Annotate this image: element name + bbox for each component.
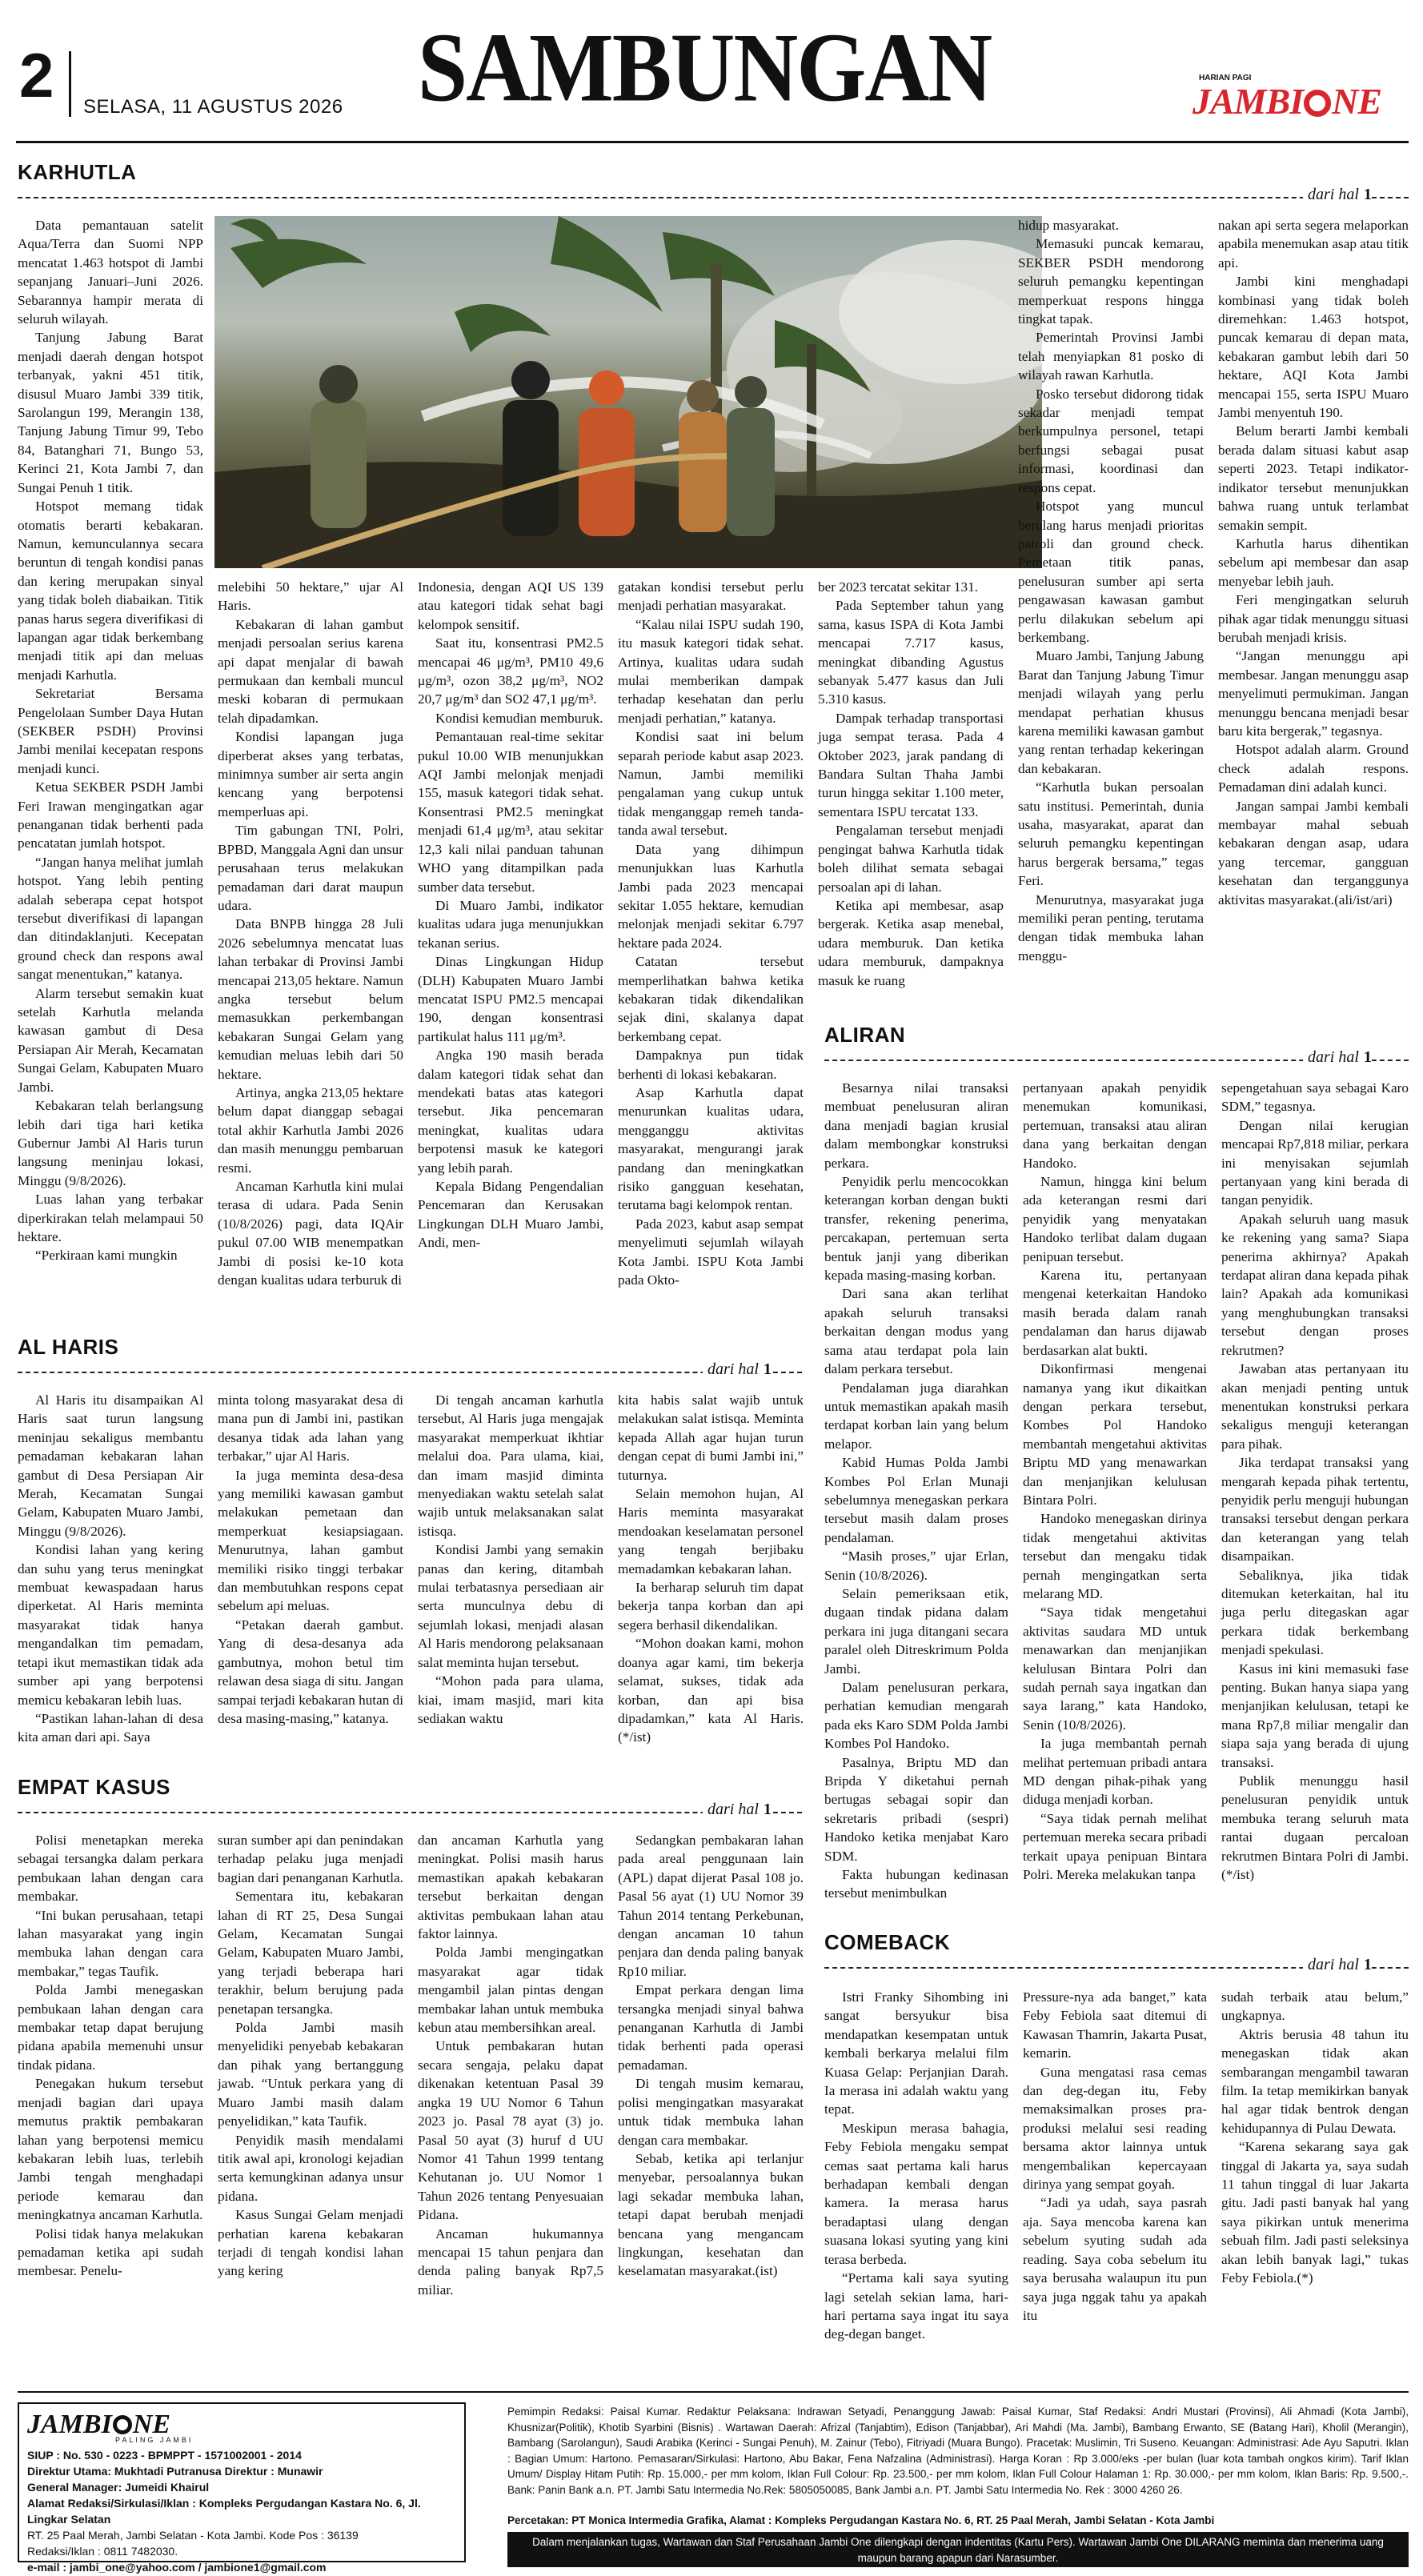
paragraph: Al Haris itu disampaikan Al Haris saat turun langsung meninjau sekaligus membantu pemadaman kebakaran lahan gambut di Desa Persiapan Air Merah, Kecamatan Sungai Gelam, Kabupaten Muaro Jambi, Minggu (9/8/2026). — [18, 1392, 203, 1539]
paragraph: Polda Jambi masih menyelidiki penyebab kebakaran dan pihak yang bertanggung jawab. “Untuk perkara yang di Muaro Jambi masih dalam penyelidikan,” kata Taufik. — [218, 2020, 403, 2129]
paragraph: Hotspot yang muncul berulang harus menjadi prioritas patroli dan ground check. Pemetaan titik panas, penelusuran sumber api serta pengawasan kawasan gambut perlu dilakukan sebelum api berkembang. — [1018, 499, 1204, 645]
paragraph: “Ini bukan perusahaan, tetapi lahan masyarakat yang ingin membuka lahan dengan cara membakar,” tegas Taufik. — [18, 1907, 203, 1979]
paragraph: Kepala Bidang Pengendalian Pencemaran dan Kerusakan Lingkungan DLH Muaro Jambi, Andi, men- — [418, 1179, 603, 1251]
paragraph: pertanyaan apakah penyidik menemukan komunikasi, pertemuan, transaksi atau aliran dana yang berkaitan dengan Handoko. — [1023, 1080, 1207, 1171]
page-number: 2 — [19, 40, 54, 110]
paragraph: Empat perkara dengan lima tersangka menjadi sinyal bahwa penanganan Karhutla di Jambi tidak berhenti pada operasi pemadaman. — [618, 1982, 804, 2073]
paragraph: Penyidik masih mendalami titik awal api, kronologi kejadian serta kemungkinan adanya unsur pidana. — [218, 2132, 403, 2204]
paragraph: Kondisi saat ini belum separah periode kabut asap 2023. Namun, Jambi memiliki pengalaman yang cukup untuk tidak menganggap remeh tanda-tanda awal tersebut. — [618, 729, 804, 839]
printing-info: Percetakan: PT Monica Intermedia Grafika, Alamat : Kompleks Pergudangan Kastara No. 6, RT. 25 Paal Merah, Jambi Selatan - Kota Jambi — [507, 2514, 1215, 2526]
issue-date: SELASA, 11 AGUSTUS 2026 — [83, 96, 343, 118]
paragraph: melebihi 50 hektare,” ujar Al Haris. — [218, 579, 403, 614]
paragraph: Fakta hubungan kedinasan tersebut menimbulkan — [824, 1867, 1008, 1901]
fire-photo-illustration — [214, 216, 1042, 568]
paragraph: “Kalau nilai ISPU sudah 190, itu masuk kategori tidak sehat. Artinya, kualitas udara sudah mulai memberikan dampak terhadap kesehatan dan perlu menjadi perhatian,” katanya. — [618, 616, 804, 726]
paragraph: Penegakan hukum tersebut menjadi bagian dari upaya memutus praktik pembakaran lahan yang berpotensi memicu kebakaran lebih luas, terlebih Jambi tengah menghadapi periode kemarau dan meningkatnya ancaman Karhutla. — [18, 2076, 203, 2223]
paragraph: Dampaknya pun tidak berhenti di lokasi kebakaran. — [618, 1048, 804, 1082]
paragraph: Hotspot adalah alarm. Ground check adalah respons. Pemadaman dini adalah kunci. — [1218, 742, 1409, 795]
comeback-column-3 — [1221, 1988, 1409, 2288]
paragraph: Memasuki puncak kemarau, SEKBER PSDH mendorong seluruh pemangku kepentingan memperkuat respons hingga tingkat tapak. — [1018, 236, 1204, 327]
press-notice-text: Dalam menjalankan tugas, Wartawan dan Staf Perusahaan Jambi One dilengkapi dengan indentitas (Kartu Pers). Wartawan Jambi One DILARANG meminta dan menerima uang maupun barang apapun dari Narasumber. — [532, 2536, 1384, 2564]
paragraph: Handoko menegaskan dirinya tidak mengetahui aktivitas tersebut dan mengaku tidak pernah mengingatkan serta melarang MD. — [1023, 1511, 1207, 1601]
paragraph: nakan api serta segera melaporkan apabila menemukan asap atau titik api. — [1218, 218, 1409, 270]
phone: Redaksi/Iklan : 0811 7482030. — [27, 2545, 178, 2558]
section-rule-karhutla — [18, 197, 1409, 198]
impressum-logo-o-ring — [113, 2415, 132, 2434]
siup: SIUP : No. 530 - 0223 - BPMPPT - 1571002001 - 2014 — [27, 2449, 302, 2462]
paragraph: “Mohon doakan kami, mohon doanya agar kami, tim bekerja selamat, sukses, tidak ada korban, dan api bisa dipadamkan,” kata Al Haris.(*/ist) — [618, 1636, 804, 1745]
paragraph: Selain memohon hujan, Al Haris meminta masyarakat mendoakan keselamatan personel yang tengah berjibaku memadamkan kebakaran lahan. — [618, 1486, 804, 1576]
paragraph: Pengalaman tersebut menjadi pengingat bahwa Karhutla tidak boleh dilihat semata sebagai persoalan api di lahan. — [818, 823, 1004, 895]
paragraph: gatakan kondisi tersebut perlu menjadi perhatian masyarakat. — [618, 579, 804, 614]
paragraph: Data yang dihimpun menunjukkan luas Karhutla Jambi pada 2023 mencapai sekitar 1.055 hektare, kemudian melonjak menjadi sekitar 6.797 hektare pada 2024. — [618, 841, 804, 951]
director: Direktur Utama: Mukhtadi Putranusa Direktur : Munawir — [27, 2465, 323, 2478]
footer-rule — [18, 2391, 1409, 2393]
paragraph: sudah terbaik atau belum,” ungkapnya. — [1221, 1989, 1409, 2024]
paragraph: Dinas Lingkungan Hidup (DLH) Kabupaten Muaro Jambi mencatat ISPU PM2.5 mencapai 190, dengan konsentrasi partikulat halus 111 μg/m³. — [418, 954, 603, 1044]
page-title: SAMBUNGAN — [417, 13, 992, 123]
brand-logo — [1193, 74, 1409, 123]
paragraph: Kasus Sungai Gelam menjadi perhatian karena kebakaran terjadi di tengah kondisi lahan yang kering — [218, 2207, 403, 2279]
paragraph: Istri Franky Sihombing ini sangat bersyukur bisa mendapatkan kesempatan untuk kembali berkarya melalui film Kuasa Gelap: Perjanjian Darah. Ia merasa ini adalah waktu yang tepat. — [824, 1989, 1008, 2117]
paragraph: “Jangan menunggu api membesar. Jangan menunggu asap menyelimuti permukiman. Jangan menunggu bencana menjadi besar baru kita bergerak,” tegasnya. — [1218, 648, 1409, 739]
fire-photo — [214, 216, 1042, 568]
paragraph: Dalam penelusuran perkara, perhatian kemudian mengarah pada eks Karo SDM Polda Jambi Kombes Pol Handoko. — [824, 1680, 1008, 1752]
paragraph: Dari sana akan terlihat apakah seluruh transaksi berkaitan dengan modus yang sama atau terdapat pola lain dalam perkara tersebut. — [824, 1286, 1008, 1377]
paragraph: Guna mengatasi rasa cemas dan deg-degan itu, Feby memaksimalkan proses pra-produksi melalui sesi reading bersama aktor lainnya untuk mengembalikan kepercayaan dirinya yang sempat goyah. — [1023, 2064, 1207, 2193]
impressum-logo-sub: PALING JAMBI — [115, 2436, 194, 2444]
al-haris-column-2 — [218, 1391, 403, 1728]
general-manager: General Manager: Jumeidi Khairul — [27, 2481, 210, 2494]
section-title-aliran: ALIRAN — [824, 1023, 906, 1047]
paragraph: Dikonfirmasi mengenai namanya yang ikut dikaitkan dengan perkara tersebut, Kombes Pol Handoko membantah mengetahui aktivitas Briptu MD yang menawarkan dan menjanjikan kelulusan Bintara Polri. — [1023, 1361, 1207, 1508]
paragraph: sepengetahuan saya sebagai Karo SDM,” tegasnya. — [1221, 1080, 1409, 1115]
paragraph: Tim gabungan TNI, Polri, BPBD, Manggala Agni dan unsur perusahaan terus melakukan pemadaman dari darat maupun udara. — [218, 823, 403, 913]
continuation-empat-kasus: dari hal 1 — [703, 1801, 772, 1819]
empat-kasus-column-3 — [418, 1831, 603, 2299]
karhutla-column-6 — [1018, 216, 1204, 965]
paragraph: Pada 2023, kabut asap sempat menyelimuti sejumlah wilayah Kota Jambi. ISPU Kota Jambi pada Okto- — [618, 1216, 804, 1288]
paragraph: Dengan nilai kerugian mencapai Rp7,818 miliar, perkara ini menyisakan sejumlah pertanyaan yang kini berada di tangan penyidik. — [1221, 1117, 1409, 1208]
empat-kasus-column-4 — [618, 1831, 804, 2281]
paragraph: Polisi menetapkan mereka sebagai tersangka dalam perkara pembukaan lahan dengan cara membakar. — [18, 1833, 203, 1905]
aliran-column-2 — [1023, 1079, 1207, 1884]
karhutla-column-4 — [618, 578, 804, 1289]
vertical-divider — [69, 51, 71, 117]
paragraph: Sebaliknya, jika tidak ditemukan keterkaitan, hal itu juga perlu ditegaskan agar perkara tidak berkembang menjadi spekulasi. — [1221, 1567, 1409, 1658]
paragraph: Di tengah ancaman karhutla tersebut, Al Haris juga mengajak masyarakat memperkuat ikhtiar melalui doa. Para ulama, kiai, dan imam masjid diminta menyediakan waktu setelah salat wajib untuk melaksanakan salat istisqa. — [418, 1392, 603, 1539]
paragraph: suran sumber api dan penindakan terhadap pelaku juga menjadi bagian dari penanganan Karhutla. — [218, 1833, 403, 1885]
karhutla-column-1 — [18, 216, 203, 1265]
al-haris-column-1 — [18, 1391, 203, 1747]
paragraph: Jambi kini menghadapi kombinasi yang tidak boleh diremehkan: 1.463 hotspot, puncak kemarau di depan mata, kebakaran gambut lebih dari 50 hektare, AQI Kota Jambi mencapai 155, serta ISPU Muaro Jambi menyentuh 190. — [1218, 274, 1409, 421]
staff-credits: Pemimpin Redaksi: Paisal Kumar. Redaktur Pelaksana: Indrawan Setyadi, Penanggung Jawab: Paisal Kumar, Staf Redaksi: Andri Mustari (Provinsi), Ali Ahmadi (Kota Jambi), Khusnizar(Politik), Khotib Syarbini (Bisnis) . Wartawan Daerah: Afrizal (Tanjabtim), Edison (Tanjabbar), Ari Mahdi (Ma. Jambi), Bambang Erwanto, SE (Batang Hari), Kholil (Merangin), Bambang (Sarolangun), Saudi Arabika (Kerinci - Sungai Penuh), M. Zainur (Tebo), Fitriyadi (Muara Bungo). Pracetak: Muslimin, Tri Suseno. Keuangan: Administrasi: Ade Ayu Saputri. Iklan : Bagian Umum: Hartono. Pemasaran/Sirkulasi: Hartono, Abu Bakar, Fena Nafzalina (Administrasi). Harga Koran : Rp 3.000/eks -per bulan (luar kota tambah ongkos kirim). Tarif Iklan Umum/ Display Hitam Putih: Rp. 15.000,- per mm kolom, Iklan Full Colour: Rp. 23.500,- per mm kolom, Iklan Full Colour Halaman 1: Rp. 30.000,- per mm kolom, Iklan Baris: Rp. 9.500,-. Bank: Panin Bank a.n. PT. Jambi Satu Intermedia No.Rek: 5805050085, Bank Jambi a.n. PT. Jambi Satu Intermedia No. Rek : 3000 4260 26. — [507, 2406, 1409, 2496]
paragraph: “Karena sekarang saya gak tinggal di Jakarta ya, saya sudah 11 tahun tinggal di luar Jakarta gitu. Jadi pasti banyak hal yang saya pikirkan untuk menerima sebuah film. Jadi pasti seleksinya akan lebih banyak lagi,” tukas Feby Febiola.(*) — [1221, 2139, 1409, 2286]
karhutla-column-2 — [218, 578, 403, 1289]
section-rule-al-haris — [18, 1372, 802, 1373]
paragraph: Aktris berusia 48 tahun itu menegaskan tidak akan sembarangan mengambil tawaran film. Ia tetap memikirkan banyak hal agar tidak bentrok dengan kehidupannya di Pulau Dewata. — [1221, 2026, 1409, 2136]
section-rule-empat-kasus — [18, 1812, 802, 1813]
paragraph: Belum berarti Jambi kembali berada dalam situasi kabut asap seperti 2023. Tetapi indikator-indikator tersebut menunjukkan bahwa ruang untuk terlambat semakin sempit. — [1218, 423, 1409, 533]
paragraph: Pendalaman juga diarahkan untuk memastikan apakah masih terdapat korban lain yang belum melapor. — [824, 1380, 1008, 1452]
paragraph: Ancaman Karhutla kini mulai terasa di udara. Pada Senin (10/8/2026) pagi, data IQAir pukul 07.00 WIB menempatkan Jambi di posisi ke-10 kota dengan kualitas udara terburuk di — [218, 1179, 403, 1288]
paragraph: Sekretariat Bersama Pengelolaan Sumber Daya Hutan (SEKBER PSDH) Provinsi Jambi menilai kecepatan respons menjadi kunci. — [18, 686, 203, 776]
paragraph: “Saya tidak mengetahui aktivitas saudara MD untuk menawarkan dan menjanjikan kelulusan Bintara Polri dan sudah pernah saya ingatkan dan saya larang,” kata Handoko, Senin (10/8/2026). — [1023, 1604, 1207, 1733]
paragraph: Posko tersebut didorong tidak sekadar menjadi tempat berkumpulnya personel, tetapi berfungsi sebagai pusat informasi, koordinasi dan respons cepat. — [1018, 386, 1204, 495]
section-title-comeback: COMEBACK — [824, 1930, 951, 1954]
paragraph: Ia berharap seluruh tim dapat bekerja tanpa korban dan api segera berhasil dikendalikan. — [618, 1580, 804, 1633]
paragraph: Data pemantauan satelit Aqua/Terra dan Suomi NPP mencatat 1.463 hotspot di Jambi sepanjang Januari–Juni 2026. Sebarannya hampir merata di seluruh wilayah. — [18, 218, 203, 327]
paragraph: Alarm tersebut semakin kuat setelah Karhutla melanda kawasan gambut di Desa Persiapan Air Merah, Kecamatan Sungai Gelam, Kabupaten Muaro Jambi. — [18, 985, 203, 1095]
paragraph: Karena itu, pertanyaan mengenai keterkaitan Handoko masih berada dalam ranah pendalaman dan harus dijawab berdasarkan alat bukti. — [1023, 1268, 1207, 1358]
logo-tag: HARIAN PAGI — [1199, 74, 1252, 82]
paragraph: Pemantauan real-time sekitar pukul 10.00 WIB menunjukkan AQI Jambi melonjak menjadi 155, masuk kategori tidak sehat. Konsentrasi PM2.5 meningkat menjadi 61,4 μg/m³, atau sekitar 12,3 kali nilai panduan tahunan WHO yang ditampilkan pada sumber data tersebut. — [418, 729, 603, 895]
paragraph: hidup masyarakat. — [1018, 218, 1120, 233]
paragraph: Luas lahan yang terbakar diperkirakan telah melampaui 50 hektare. — [18, 1192, 203, 1244]
paragraph: Ketika api membesar, asap bergerak. Ketika asap menebal, udara memburuk. Dan ketika udara memburuk, dampaknya masuk ke ruang — [818, 897, 1004, 988]
continuation-comeback: dari hal 1 — [1303, 1956, 1372, 1974]
paragraph: Pasalnya, Briptu MD dan Bripda Y diketahui pernah bertugas sebagai sopir dan sekretaris pribadi (sespri) Handoko ketika menjabat Karo SDM. — [824, 1754, 1008, 1864]
empat-kasus-column-2 — [218, 1831, 403, 2281]
paragraph: Jika terdapat transaksi yang mengarah kepada pihak tertentu, penyidik perlu menguji hubungan transaksi tersebut dengan perkara dan keterangan yang telah disampaikan. — [1221, 1455, 1409, 1564]
impressum-logo: JAMBI NE — [27, 2410, 171, 2439]
comeback-column-2 — [1023, 1988, 1207, 2325]
paragraph: Kondisi kemudian memburuk. — [435, 710, 603, 726]
paragraph: kita habis salat wajib untuk melakukan salat istisqa. Meminta kepada Allah agar hujan turun dengan cepat di bumi Jambi ini,” tuturnya. — [618, 1392, 804, 1483]
karhutla-column-7 — [1218, 216, 1409, 909]
paragraph: Pada September tahun yang sama, kasus ISPA di Kota Jambi mencapai 7.717 kasus, meningkat dibanding Agustus sebanyak 5.477 kasus dan Juli 5.310 kasus. — [818, 598, 1004, 707]
paragraph: Data BNPB hingga 28 Juli 2026 sebelumnya mencatat luas lahan terbakar di Provinsi Jambi mencapai 213,05 hektare. Namun angka tersebut belum memasukkan perkembangan kebakaran Sungai Gelam yang kemudian meluas lebih dari 50 hektare. — [218, 916, 403, 1082]
paragraph: Muaro Jambi, Tanjung Jabung Barat dan Tanjung Jabung Timur menjadi wilayah yang perlu mendapat perhatian khusus karena memiliki kawasan gambut yang rentan terhadap kekeringan dan kebakaran. — [1018, 648, 1204, 776]
masthead-rule — [16, 141, 1409, 143]
paragraph: “Pertama kali saya syuting lagi setelah sekian lama, hari-hari pertama saya ingat itu saya deg-degan banget. — [824, 2270, 1008, 2342]
continuation-al-haris: dari hal 1 — [703, 1360, 772, 1379]
paragraph: Publik menunggu hasil penelusuran penyidik untuk membuka terang seluruh mata rantai dugaan percaloan rekrutmen Bintara Polri di Jambi.(*/ist) — [1221, 1773, 1409, 1883]
paragraph: Meskipun merasa bahagia, Feby Febiola mengaku sempat cemas saat pertama kali harus berhadapan kembali dengan kamera. Ia merasa harus beradaptasi ulang dengan suasana lokasi syuting yang kini terasa berbeda. — [824, 2120, 1008, 2267]
logo-text: JAMBI NE — [1193, 81, 1382, 122]
paragraph: Ia juga membantah pernah melihat pertemuan pribadi antara MD dengan pihak-pihak yang diduga menjadi korban. — [1023, 1736, 1207, 1808]
paragraph: Kasus ini kini memasuki fase penting. Bukan hanya siapa yang menjanjikan kelulusan, tetapi ke mana Rp7,8 miliar mengalir dan siapa saja yang berada di ujung transaksi. — [1221, 1661, 1409, 1770]
paragraph: Ancaman hukumannya mencapai 15 tahun penjara dan denda paling banyak Rp7,5 miliar. — [418, 2225, 603, 2298]
address-rt: RT. 25 Paal Merah, Jambi Selatan - Kota Jambi. Kode Pos : 36139 — [27, 2529, 359, 2542]
paragraph: “Jangan hanya melihat jumlah hotspot. Yang lebih penting adalah seberapa cepat hotspot tersebut diverifikasi di lapangan dan ditindaklanjuti. Kecepatan ground check dan respons awal sangat menentukan,” katanya. — [18, 854, 203, 983]
paragraph: Untuk pembakaran hutan secara sengaja, pelaku dapat dikenakan ketentuan Pasal 39 angka 19 UU Nomor 6 Tahun 2023 jo. Pasal 78 ayat (3) jo. Pasal 50 ayat (3) huruf d UU Nomor 41 Tahun 1999 tentang Kehutanan jo. UU Nomor 1 Tahun 2026 tentang Penyesuaian Pidana. — [418, 2038, 603, 2223]
paragraph: “Perkiraan kami mungkin — [35, 1248, 178, 1264]
paragraph: Indonesia, dengan AQI US 139 atau kategori tidak sehat bagi kelompok sensitif. — [418, 579, 603, 632]
section-title-empat-kasus: EMPAT KASUS — [18, 1775, 170, 1799]
paragraph: Angka 190 masih berada dalam kategori tidak sehat dan mendekati batas atas kategori tersebut. Jika pencemaran meningkat, kualitas udara berpotensi masuk ke kategori yang lebih parah. — [418, 1048, 603, 1176]
paragraph: Ketua SEKBER PSDH Jambi Feri Irawan mengingatkan agar penanganan tidak berhenti pada pencatatan jumlah hotspot. — [18, 779, 203, 851]
paragraph: Catatan tersebut memperlihatkan bahwa ketika kebakaran tidak dikendalikan sejak dini, skalanya dapat berkembang cepat. — [618, 954, 804, 1044]
paragraph: Sebab, ketika api terlanjur menyebar, persoalannya bukan lagi sekadar membuka lahan, tetapi dapat berubah menjadi bencana yang mengancam lingkungan, kesehatan dan keselamatan masyarakat.(ist) — [618, 2150, 804, 2279]
section-title-al-haris: AL HARIS — [18, 1335, 119, 1359]
section-title-karhutla: KARHUTLA — [18, 160, 137, 184]
paragraph: Besarnya nilai transaksi membuat penelusuran aliran dana menjadi bagian krusial dalam membongkar konstruksi perkara. — [824, 1080, 1008, 1171]
paragraph: “Pastikan lahan-lahan di desa kita aman dari api. Saya — [18, 1710, 203, 1745]
paragraph: Asap Karhutla dapat menurunkan kualitas udara, mengganggu aktivitas masyarakat, mengurangi jarak pandang dan meningkatkan risiko gangguan kesehatan, terutama bagi kelompok rentan. — [618, 1084, 804, 1213]
paragraph: Artinya, angka 213,05 hektare belum dapat dianggap sebagai total akhir Karhutla Jambi 2026 dan masih menunggu pembaruan resmi. — [218, 1084, 403, 1176]
paragraph: Dampak terhadap transportasi juga sempat terasa. Pada 4 Oktober 2023, jarak pandang di Bandara Sultan Thaha Jambi turun hingga sekitar 1.100 meter, sementara ISPU tercatat 133. — [818, 710, 1004, 819]
paragraph: Kabid Humas Polda Jambi Kombes Pol Erlan Munaji sebelumnya menegaskan perkara tersebut masih dalam proses pendalaman. — [824, 1455, 1008, 1545]
paragraph: “Jadi ya udah, saya pasrah aja. Saya mencoba karena kan sebelum syuting sudah ada reading. Saya coba sebelum itu saya berusaha walaupun itu pun saya juga nggak tahu ya apakah itu — [1023, 2195, 1207, 2323]
paragraph: Namun, hingga kini belum ada keterangan resmi dari penyidik yang menyatakan Handoko terlibat dalam dugaan penipuan tersebut. — [1023, 1174, 1207, 1264]
karhutla-column-5 — [818, 578, 1004, 990]
paragraph: Ia juga meminta desa-desa yang memiliki kawasan gambut melakukan pemetaan dan memperkuat kesiapsiagaan. Menurutnya, lahan gambut memiliki risiko tinggi terbakar dan membutuhkan respons cepat sebelum api meluas. — [218, 1467, 403, 1614]
paragraph: Kondisi lapangan juga diperberat akses yang terbatas, minimnya sumber air serta angin kencang yang berpotensi memperluas api. — [218, 729, 403, 819]
paragraph: “Saya tidak pernah melihat pertemuan mereka secara pribadi terkait upaya penipuan Bintara Polri. Mereka melakukan tanpa — [1023, 1810, 1207, 1883]
paragraph: ber 2023 tercatat sekitar 131. — [818, 579, 978, 595]
paragraph: Karhutla harus dihentikan sebelum api membesar dan asap menyebar lebih jauh. — [1218, 535, 1409, 589]
paragraph: Hotspot memang tidak otomatis berarti kebakaran. Namun, kemunculannya secara beruntun di tengah kondisi panas dan kering merupakan sinyal yang tidak boleh diabaikan. Titik panas harus segera diverifikasi di lapangan agar tidak berkembang menjadi titik api dan meluas menjadi Karhutla. — [18, 499, 203, 683]
paragraph: Penyidik perlu mencocokkan keterangan korban dengan bukti transfer, rekening penerima, percakapan, pertemuan serta bentuk janji yang diberikan kepada masing-masing korban. — [824, 1174, 1008, 1284]
press-notice — [507, 2532, 1409, 2567]
paragraph: Feri mengingatkan seluruh pihak agar tidak menunggu situasi berubah menjadi krisis. — [1218, 592, 1409, 645]
paragraph: Menurutnya, masyarakat juga memiliki peran penting, terutama dengan tidak membuka lahan menggu- — [1018, 891, 1204, 963]
paragraph: Selain pemeriksaan etik, dugaan tindak pidana dalam perkara ini juga ditangani secara paralel oleh Ditreskrimum Polda Jambi. — [824, 1585, 1008, 1677]
paragraph: “Mohon pada para ulama, kiai, imam masjid, mari kita sediakan waktu — [418, 1673, 603, 1726]
comeback-column-1 — [824, 1988, 1008, 2344]
paragraph: “Petakan daerah gambut. Yang di desa-desanya ada gambutnya, mohon betul tim relawan desa siaga di situ. Jangan sampai terjadi kebakaran hutan di desa masing-masing,” katanya. — [218, 1617, 403, 1726]
empat-kasus-column-1 — [18, 1831, 203, 2281]
paragraph: Kondisi lahan yang kering dan suhu yang terus meningkat membuat kewaspadaan harus diperketat. Al Haris meminta masyarakat tidak hanya mengandalkan tim pemadam, tetapi ikut memastikan tidak ada sumber api yang berpotensi memicu kebakaran lebih luas. — [18, 1542, 203, 1708]
paragraph: Di Muaro Jambi, indikator kualitas udara juga menunjukkan tekanan serius. — [418, 897, 603, 951]
paragraph: Jangan sampai Jambi kembali membayar mahal sebuah kebakaran dengan asap, udara yang tercemar, gangguan kesehatan dan terganggunya aktivitas masyarakat.(ali/ist/ari) — [1218, 798, 1409, 907]
paragraph: Polisi tidak hanya melakukan pemadaman ketika api sudah membesar. Penelu- — [18, 2225, 203, 2279]
aliran-column-3 — [1221, 1079, 1409, 1884]
paragraph: Saat itu, konsentrasi PM2.5 mencapai 46 μg/m³, PM10 49,6 μg/m³, ozon 38,2 μg/m³, NO2 20,7 μg/m³ dan SO2 47,1 μg/m³. — [418, 635, 603, 707]
al-haris-column-3 — [418, 1391, 603, 1728]
karhutla-column-3 — [418, 578, 603, 1252]
paragraph: Kondisi Jambi yang semakin panas dan kering, ditambah mulai terbatasnya persediaan air serta munculnya debu di sejumlah lokasi, menjadi alasan Al Haris mendorong pelaksanaan salat meminta hujan tersebut. — [418, 1542, 603, 1670]
aliran-column-1 — [824, 1079, 1008, 1903]
address: Alamat Redaksi/Sirkulasi/Iklan : Kompleks Pergudangan Kastara No. 6, Jl. Lingkar Selatan — [27, 2497, 421, 2526]
paragraph: Polda Jambi menegaskan pembukaan lahan dengan cara membakar tetap dapat berujung pidana apabila memenuhi unsur tindak pidana. — [18, 1982, 203, 2073]
paragraph: dan ancaman Karhutla yang meningkat. Polisi masih harus memastikan apakah kebakaran tersebut berkaitan dengan aktivitas pembukaan lahan atau faktor lainnya. — [418, 1833, 603, 1942]
paragraph: Polda Jambi mengingatkan masyarakat agar tidak mengambil jalan pintas dengan membakar lahan untuk membuka kebun atau membersihkan areal. — [418, 1945, 603, 2036]
paragraph: Di tengah musim kemarau, polisi mengingatkan masyarakat untuk tidak membuka lahan dengan cara membakar. — [618, 2076, 804, 2148]
paragraph: Sementara itu, kebakaran lahan di RT 25, Desa Sungai Gelam, Kecamatan Sungai Gelam, Kabupaten Muaro Jambi, yang terjadi beberapa hari terakhir, belum berujung pada penetapan tersangka. — [218, 1889, 403, 2017]
continuation-aliran: dari hal 1 — [1303, 1048, 1372, 1067]
paragraph: Kebakaran telah berlangsung lebih dari tiga hari ketika Gubernur Jambi Al Haris turun langsung meninjau lokasi, Minggu (9/8/2026). — [18, 1098, 203, 1188]
masthead — [0, 0, 1423, 144]
paragraph: Kebakaran di lahan gambut menjadi persoalan serius karena api dapat menjalar di bawah permukaan dan kembali muncul meski kobaran di permukaan telah dipadamkan. — [218, 616, 403, 726]
impressum-box — [18, 2402, 466, 2574]
paragraph: Tanjung Jabung Barat menjadi daerah dengan hotspot terbanyak, yakni 451 titik, disusul Muaro Jambi 339 titik, Sarolangun 199, Merangin 138, Tanjung Jabung Timur 99, Tebo 84, Batanghari 71, Bungo 53, Kerinci 21, Kota Jambi 7, dan Sungai Penuh 1 titik. — [18, 330, 203, 495]
paragraph: Pemerintah Provinsi Jambi telah menyiapkan 81 posko di wilayah rawan Karhutla. — [1018, 330, 1204, 383]
paragraph: “Masih proses,” ujar Erlan, Senin (10/8/2026). — [824, 1548, 1008, 1583]
logo-o-ring — [1304, 90, 1331, 117]
paragraph: minta tolong masyarakat desa di mana pun di Jambi ini, pastikan desanya tidak ada lahan yang terbakar,” ujar Al Haris. — [218, 1392, 403, 1464]
email: e-mail : jambi_one@yahoo.com / jambione1@gmail.com — [27, 2561, 327, 2574]
continuation-karhutla: dari hal 1 — [1303, 186, 1372, 204]
paragraph: Pressure-nya ada banget,” kata Feby Febiola saat ditemui di Kawasan Thamrin, Jakarta Pusat, kemarin. — [1023, 1989, 1207, 2061]
al-haris-column-4 — [618, 1391, 804, 1747]
paragraph: Sedangkan pembakaran lahan pada areal penggunaan lain (APL) dapat dijerat Pasal 108 jo. Pasal 56 ayat (1) UU Nomor 39 Tahun 2014 tentang Perkebunan, dengan ancaman 10 tahun penjara dan denda paling banyak Rp10 miliar. — [618, 1833, 804, 1979]
paragraph: Jawaban atas pertanyaan itu akan menjadi penting untuk menentukan konstruksi perkara sekaligus menguji keterangan para pihak. — [1221, 1361, 1409, 1452]
paragraph: “Karhutla bukan persoalan satu institusi. Pemerintah, dunia usaha, masyarakat, aparat dan seluruh pemangku kepentingan harus bergerak bersama,” tegas Feri. — [1018, 779, 1204, 889]
paragraph: Apakah seluruh uang masuk ke rekening yang sama? Siapa penerima akhirnya? Apakah terdapat aliran dana kepada pihak lain? Apakah ada komunikasi yang menghubungkan transaksi tersebut dengan proses rekrutmen? — [1221, 1211, 1409, 1358]
